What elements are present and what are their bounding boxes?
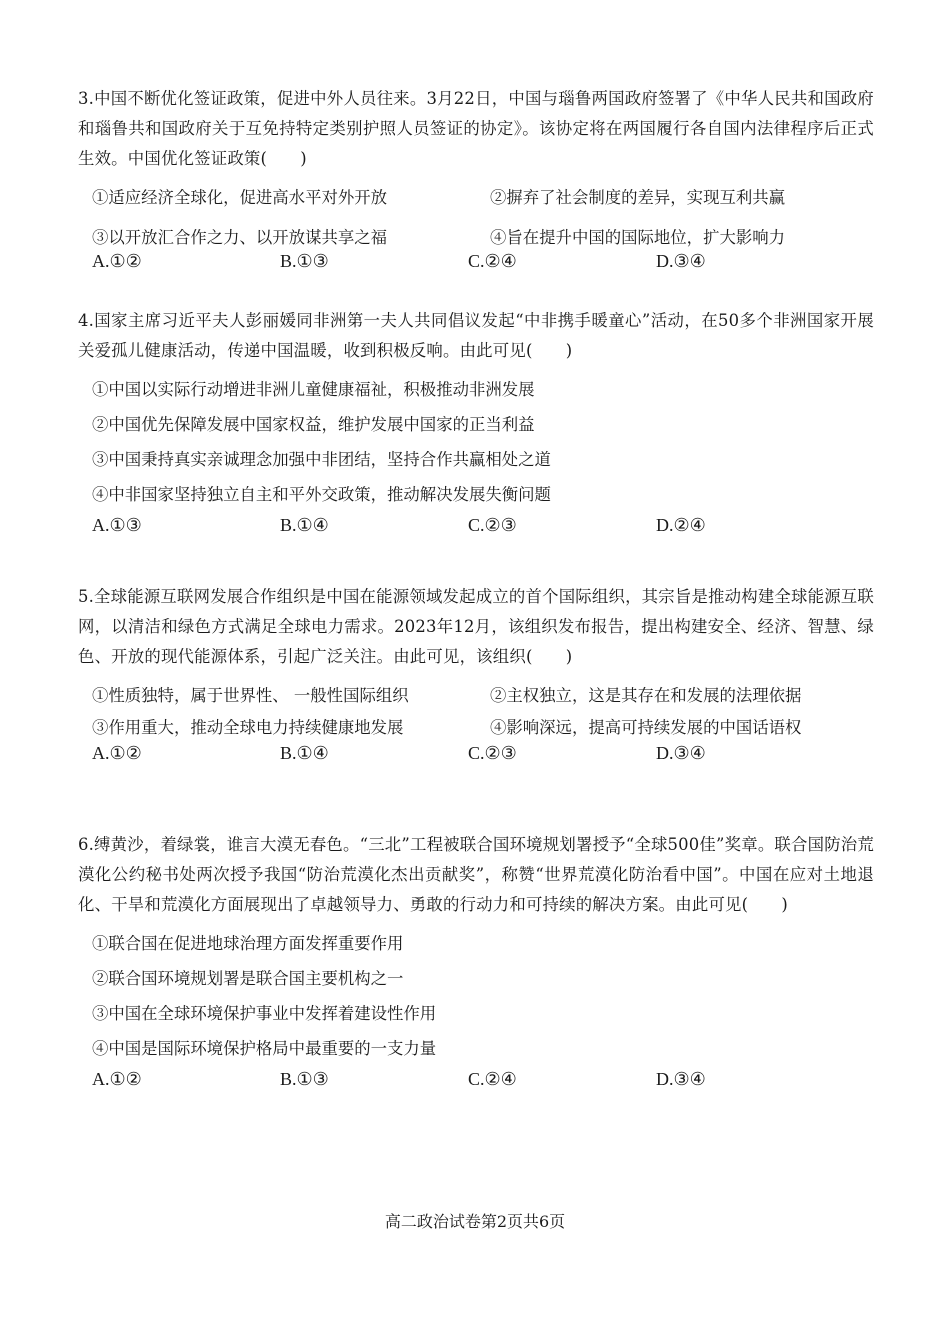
question-6 — [78, 830, 874, 1092]
question-stem: 3.中国不断优化签证政策，促进中外人员往来。3月22日，中国与瑙鲁两国政府签署了《中华人民共和国政府和瑙鲁共和国政府关于互免持特定类别护照人员签证的协定》。该协定将在两国履行各自国内法律程序后正式生效。中国优化签证政策( ) — [78, 89, 874, 168]
choice-b: B.①④ — [280, 743, 329, 763]
question-4 — [78, 306, 874, 538]
question-stem: 6.缚黄沙，着绿裳，谁言大漠无春色。“三北”工程被联合国环境规划署授予“全球500佳”奖章。联合国防治荒漠化公约秘书处两次授予我国“防治荒漠化杰出贡献奖”，称赞“世界荒漠化防治看中国”。中国在应对土地退化、干旱和荒漠化方面展现出了卓越领导力、勇敢的行动力和可持续的解决方案。由此可见( ) — [78, 835, 874, 914]
option-4: ④中国是国际环境保护格局中最重要的一支力量 — [92, 1039, 437, 1058]
question-stem: 5.全球能源互联网发展合作组织是中国在能源领域发起成立的首个国际组织，其宗旨是推动构建全球能源互联网，以清洁和绿色方式满足全球电力需求。2023年12月，该组织发布报告，提出构建安全、经济、智慧、绿色、开放的现代能源体系，引起广泛关注。由此可见，该组织( ) — [78, 587, 874, 666]
option-2: ②主权独立，这是其存在和发展的法理依据 — [490, 686, 802, 705]
exam-page — [78, 84, 874, 1092]
option-1: ①适应经济全球化，促进高水平对外开放 — [92, 188, 388, 207]
answer-choices — [78, 1066, 874, 1092]
option-row — [92, 678, 874, 714]
option-3: ③以开放汇合作之力、以开放谋共享之福 — [92, 228, 388, 247]
option-4: ④中非国家坚持独立自主和平外交政策，推动解决发展失衡问题 — [92, 485, 551, 504]
option-1: ①中国以实际行动增进非洲儿童健康福祉，积极推动非洲发展 — [92, 380, 535, 399]
question-5 — [78, 582, 874, 766]
question-stem: 4.国家主席习近平夫人彭丽媛同非洲第一夫人共同倡议发起“中非携手暖童心”活动，在50多个非洲国家开展关爱孤儿健康活动，传递中国温暖，收到积极反响。由此可见( ) — [78, 311, 874, 360]
option-1: ①联合国在促进地球治理方面发挥重要作用 — [92, 934, 404, 953]
option-list — [78, 926, 874, 1066]
option-row — [92, 180, 874, 216]
option-2: ②中国优先保障发展中国家权益，维护发展中国家的正当利益 — [92, 415, 535, 434]
question-3 — [78, 84, 874, 274]
answer-choices — [78, 512, 874, 538]
choice-d: D.②④ — [656, 515, 706, 535]
choice-c: C.②③ — [468, 743, 517, 763]
choice-c: C.②④ — [468, 251, 517, 271]
choice-c: C.②④ — [468, 1069, 517, 1089]
choice-b: B.①③ — [280, 1069, 329, 1089]
choice-c: C.②③ — [468, 515, 517, 535]
choice-a: A.①③ — [92, 515, 142, 535]
option-list — [78, 678, 874, 746]
option-3: ③中国秉持真实亲诚理念加强中非团结，坚持合作共赢相处之道 — [92, 450, 551, 469]
option-list — [78, 180, 874, 256]
choice-d: D.③④ — [656, 743, 706, 763]
option-3: ③作用重大，推动全球电力持续健康地发展 — [92, 718, 404, 737]
choice-a: A.①② — [92, 251, 142, 271]
option-1: ①性质独特，属于世界性、 一般性国际组织 — [92, 686, 409, 705]
choice-b: B.①④ — [280, 515, 329, 535]
page-footer: 高二政治试卷第2页共6页 — [384, 1212, 566, 1231]
option-2: ②摒弃了社会制度的差异，实现互利共赢 — [490, 188, 786, 207]
choice-a: A.①② — [92, 1069, 142, 1089]
choice-b: B.①③ — [280, 251, 329, 271]
option-list — [78, 372, 874, 512]
choice-d: D.③④ — [656, 251, 706, 271]
option-4: ④影响深远，提高可持续发展的中国话语权 — [490, 718, 802, 737]
choice-d: D.③④ — [656, 1069, 706, 1089]
option-4: ④旨在提升中国的国际地位，扩大影响力 — [490, 228, 786, 247]
choice-a: A.①② — [92, 743, 142, 763]
option-3: ③中国在全球环境保护事业中发挥着建设性作用 — [92, 1004, 437, 1023]
option-2: ②联合国环境规划署是联合国主要机构之一 — [92, 969, 404, 988]
